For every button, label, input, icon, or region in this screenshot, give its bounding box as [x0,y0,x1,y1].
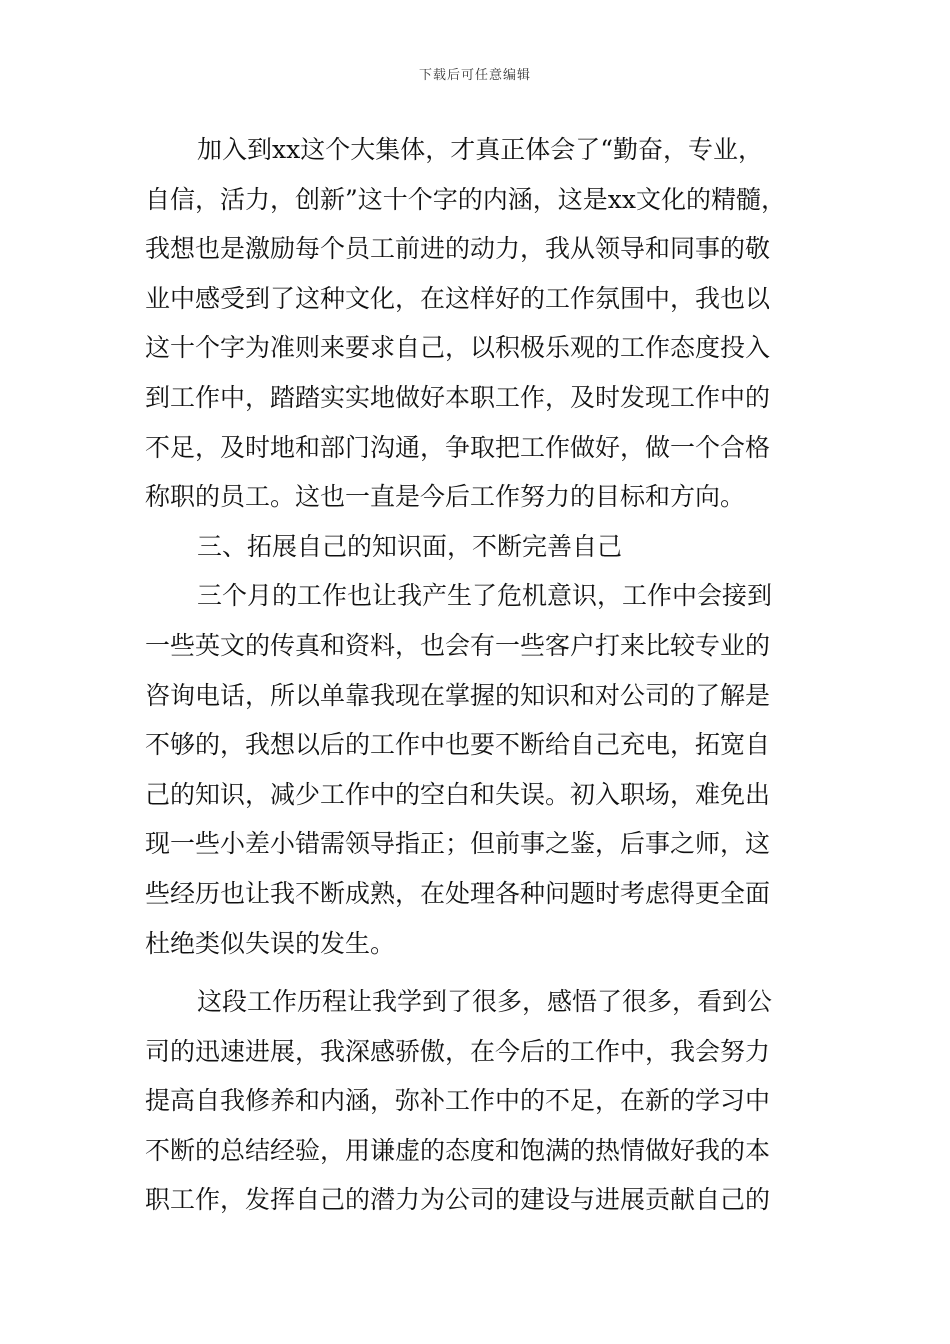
paragraph-line: 现一些小差小错需领导指正；但前事之鉴，后事之师，这 [145,829,771,859]
paragraph-line: 司的迅速进展，我深感骄傲，在今后的工作中，我会努力 [145,1036,771,1066]
page-header: 下载后可任意编辑 [418,68,531,83]
paragraph-line: 自信，活力，创新”这十个字的内涵，这是xx文化的精髓， [145,184,786,214]
paragraph-line: 不够的，我想以后的工作中也要不断给自己充电，拓宽自 [145,730,771,760]
section-heading: 三、拓展自己的知识面，不断完善自己 [197,531,623,561]
paragraph-line: 一些英文的传真和资料，也会有一些客户打来比较专业的 [145,630,771,660]
paragraph-line: 不断的总结经验，用谦虚的态度和饱满的热情做好我的本 [145,1135,771,1165]
paragraph-line: 己的知识，减少工作中的空白和失误。初入职场，难免出 [145,779,771,809]
paragraph-line: 加入到xx这个大集体，才真正体会了“勤奋，专业， [197,135,763,164]
paragraph-line: 到工作中，踏踏实实地做好本职工作，及时发现工作中的 [145,382,771,412]
paragraph-line: 职工作，发挥自己的潜力为公司的建设与进展贡献自己的 [145,1185,771,1215]
paragraph-line: 我想也是激励每个员工前进的动力，我从领导和同事的敬 [145,234,771,264]
document-body [145,125,810,1225]
paragraph-line: 提高自我修养和内涵，弥补工作中的不足，在新的学习中 [145,1086,771,1116]
paragraph-line: 咨询电话，所以单靠我现在掌握的知识和对公司的了解是 [145,680,771,710]
paragraph-line: 些经历也让我不断成熟，在处理各种问题时考虑得更全面 [145,878,771,908]
paragraph-line: 业中感受到了这种文化，在这样好的工作氛围中，我也以 [145,283,771,313]
paragraph-line: 这段工作历程让我学到了很多，感悟了很多，看到公 [197,987,773,1017]
paragraph-line: 称职的员工。这也一直是今后工作努力的目标和方向。 [145,482,746,512]
paragraph-line: 三个月的工作也让我产生了危机意识，工作中会接到 [197,581,773,611]
paragraph-line: 杜绝类似失误的发生。 [145,928,396,958]
paragraph-line: 不足，及时地和部门沟通，争取把工作做好，做一个合格 [145,432,771,462]
paragraph-line: 这十个字为准则来要求自己，以积极乐观的工作态度投入 [145,333,771,363]
